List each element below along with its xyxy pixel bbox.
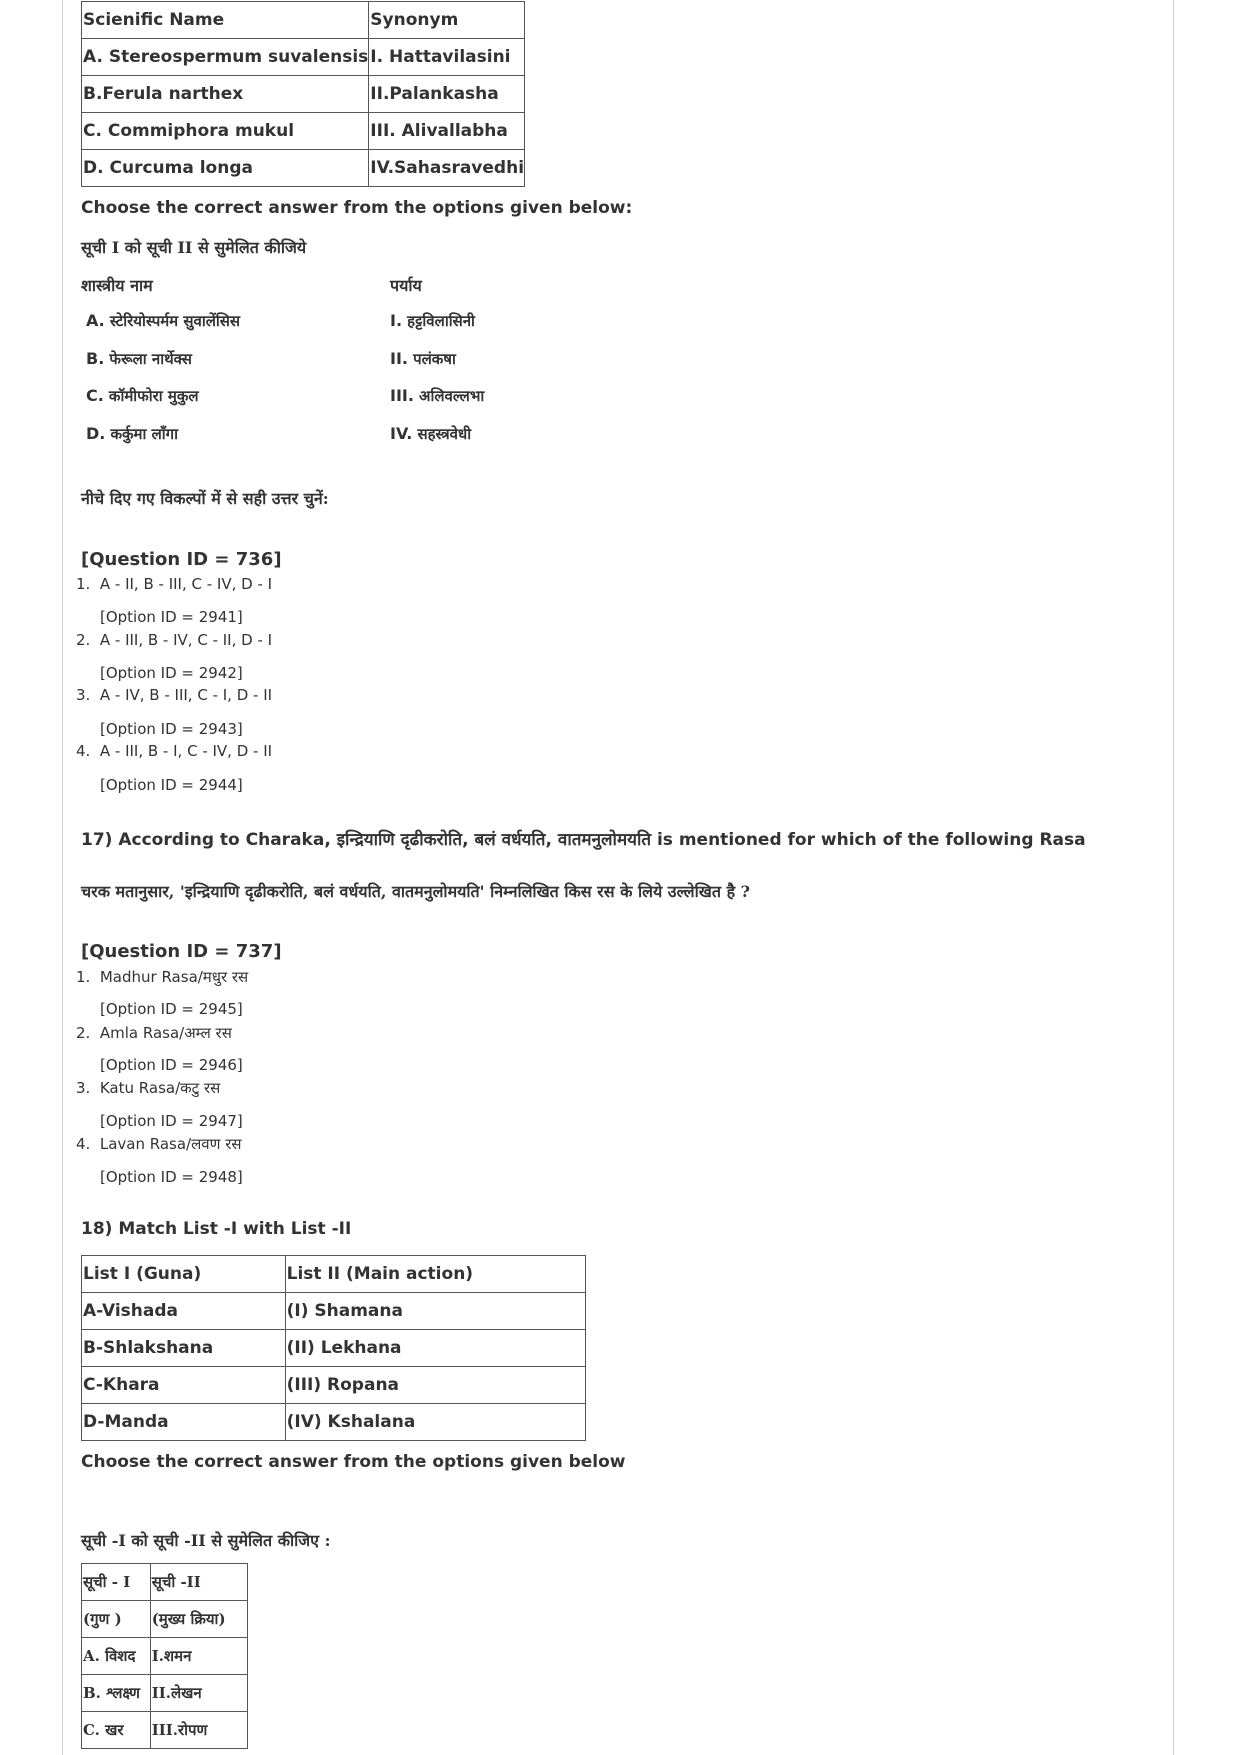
table-cell: (IV) Kshalana [285, 1404, 585, 1441]
table-cell: A-Vishada [82, 1293, 286, 1330]
table-cell: D-Manda [82, 1404, 286, 1441]
table-cell: II.लेखन [150, 1675, 247, 1712]
table-cell: III.रोपण [150, 1712, 247, 1749]
table-row [82, 150, 525, 187]
option-text: Madhur Rasa/मधुर रस [99, 968, 249, 986]
hindi-match-row [390, 386, 484, 406]
option-item[interactable] [76, 1078, 220, 1098]
hindi-instruction: सूची I को सूची II से सुमेलित कीजिये [81, 238, 307, 257]
q16-match-table [81, 1, 525, 187]
table-cell: C-Khara [82, 1367, 286, 1404]
row-value: पलंकषा [413, 350, 456, 368]
row-label: I. [390, 311, 403, 330]
option-item[interactable] [76, 1023, 232, 1043]
row-value: सहस्त्रवेधी [417, 425, 472, 443]
table-row [82, 39, 525, 76]
hindi-question-text: चरक मतानुसार, 'इन्द्रियाणि दृढीकरोति, बलं वर्धयति, वातमनुलोमयति' निम्नलिखित किस रस के लिये उल्लेखित है ? [81, 882, 751, 901]
row-label: A. [86, 311, 105, 330]
option-id: [Option ID = 2945] [100, 1000, 243, 1018]
row-label: C. [86, 386, 104, 405]
row-label: II. [390, 349, 408, 368]
question-text: 18) Match List -I with List -II [81, 1219, 352, 1239]
table-cell: D. Curcuma longa [82, 150, 369, 187]
row-value: स्टेरियोस्पर्मम सुवालेंसिस [109, 312, 241, 330]
table-row [82, 1330, 586, 1367]
hindi-choose-text: नीचे दिए गए विकल्पों में से सही उत्तर चुनें: [81, 489, 329, 508]
option-item[interactable] [76, 575, 272, 593]
table-header-cell: Scienific Name [82, 2, 369, 39]
hindi-instruction: सूची -I को सूची -II से सुमेलित कीजिए : [81, 1531, 331, 1550]
table-row [82, 113, 525, 150]
table-row [82, 1601, 248, 1638]
hindi-match-row [390, 349, 456, 369]
option-text: Amla Rasa/अम्ल रस [99, 1024, 232, 1042]
option-id: [Option ID = 2948] [100, 1168, 243, 1186]
row-value: अलिवल्लभा [419, 387, 485, 405]
row-value: कर्कुमा लॉंगा [110, 425, 178, 443]
table-header-cell: List II (Main action) [285, 1256, 585, 1293]
row-value: फेरूला नार्थेक्स [109, 350, 192, 368]
row-label: III. [390, 386, 414, 405]
option-text: A - II, B - III, C - IV, D - I [99, 575, 273, 593]
option-number: 1. [76, 968, 91, 986]
table-header-cell: List I (Guna) [82, 1256, 286, 1293]
row-value: हट्टविलासिनी [407, 312, 475, 330]
table-row [82, 1367, 586, 1404]
table-cell: सूची - I [82, 1564, 151, 1601]
table-cell: A. विशद [82, 1638, 151, 1675]
hindi-match-row [86, 311, 240, 331]
hindi-match-row [86, 424, 178, 444]
table-row [82, 1293, 586, 1330]
hindi-match-row [390, 311, 475, 331]
option-number: 2. [76, 631, 91, 649]
page-border [62, 0, 1174, 1755]
table-header-cell: Synonym [369, 2, 525, 39]
table-cell: III. Alivallabha [369, 113, 525, 150]
table-cell: B.Ferula narthex [82, 76, 369, 113]
option-item[interactable] [76, 967, 248, 987]
table-cell: (II) Lekhana [285, 1330, 585, 1367]
q18-match-table [81, 1255, 586, 1441]
option-number: 3. [76, 1079, 91, 1097]
option-number: 3. [76, 686, 91, 704]
option-id: [Option ID = 2942] [100, 664, 243, 682]
option-number: 1. [76, 575, 91, 593]
table-cell: A. Stereospermum suvalensis [82, 39, 369, 76]
row-label: B. [86, 349, 105, 368]
table-row [82, 1675, 248, 1712]
choose-answer-text: Choose the correct answer from the options given below [81, 1452, 626, 1472]
row-value: कॉमीफोरा मुकुल [108, 387, 199, 405]
table-header-row [82, 2, 525, 39]
option-item[interactable] [76, 742, 272, 760]
option-number: 2. [76, 1024, 91, 1042]
table-header-row [82, 1256, 586, 1293]
table-cell: (III) Ropana [285, 1367, 585, 1404]
option-number: 4. [76, 742, 91, 760]
option-item[interactable] [76, 631, 272, 649]
hindi-match-row [86, 349, 192, 369]
option-id: [Option ID = 2943] [100, 720, 243, 738]
choose-answer-text: Choose the correct answer from the options given below: [81, 198, 633, 218]
table-row [82, 1712, 248, 1749]
option-text: Katu Rasa/कटु रस [99, 1079, 221, 1097]
table-row [82, 1564, 248, 1601]
option-id: [Option ID = 2941] [100, 608, 243, 626]
question-text: 17) According to Charaka, इन्द्रियाणि दृढीकरोति, बलं वर्धयति, वातमनुलोमयति is mentioned for which of the following Rasa [81, 830, 1086, 850]
table-cell: (गुण ) [82, 1601, 151, 1638]
option-id: [Option ID = 2946] [100, 1056, 243, 1074]
table-cell: B-Shlakshana [82, 1330, 286, 1367]
table-cell: I. Hattavilasini [369, 39, 525, 76]
table-cell: C. खर [82, 1712, 151, 1749]
table-cell: (मुख्य क्रिया) [150, 1601, 247, 1638]
table-cell: सूची -II [150, 1564, 247, 1601]
row-label: D. [86, 424, 106, 443]
table-cell: I.शमन [150, 1638, 247, 1675]
hindi-col2-header: पर्याय [390, 276, 422, 295]
hindi-col1-header: शास्त्रीय नाम [81, 276, 153, 295]
option-text: A - III, B - I, C - IV, D - II [99, 742, 273, 760]
row-label: IV. [390, 424, 413, 443]
option-item[interactable] [76, 686, 272, 704]
table-cell: IV.Sahasravedhi [369, 150, 525, 187]
option-id: [Option ID = 2947] [100, 1112, 243, 1130]
question-id: [Question ID = 736] [81, 549, 282, 570]
table-cell: II.Palankasha [369, 76, 525, 113]
table-cell: (I) Shamana [285, 1293, 585, 1330]
question-id: [Question ID = 737] [81, 941, 282, 962]
table-row [82, 1638, 248, 1675]
table-row [82, 1404, 586, 1441]
table-cell: C. Commiphora mukul [82, 113, 369, 150]
hindi-match-row [390, 424, 471, 444]
option-id: [Option ID = 2944] [100, 776, 243, 794]
table-row [82, 76, 525, 113]
option-item[interactable] [76, 1134, 242, 1154]
option-text: A - III, B - IV, C - II, D - I [99, 631, 273, 649]
option-number: 4. [76, 1135, 91, 1153]
option-text: A - IV, B - III, C - I, D - II [99, 686, 273, 704]
hindi-match-row [86, 386, 199, 406]
table-cell: B. श्लक्ष्ण [82, 1675, 151, 1712]
option-text: Lavan Rasa/लवण रस [99, 1135, 242, 1153]
q18-hindi-table [81, 1563, 248, 1749]
